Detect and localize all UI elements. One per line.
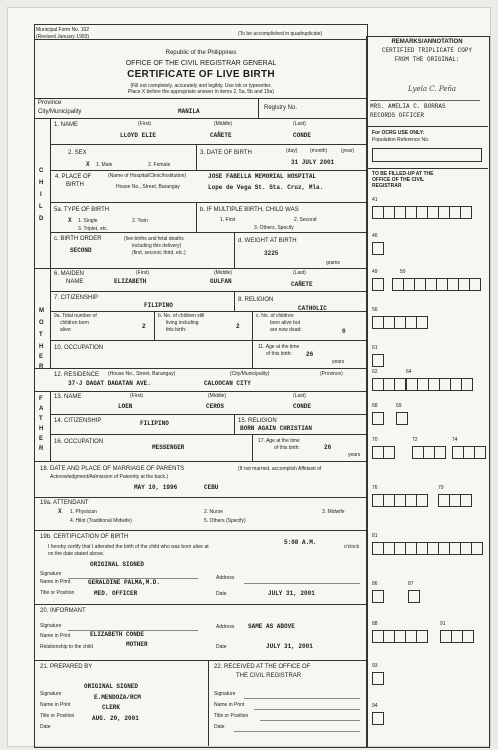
side-father-f: F: [39, 396, 43, 402]
code-56-boxes[interactable]: [372, 316, 427, 329]
code-68-box[interactable]: [372, 412, 384, 425]
code-50-boxes[interactable]: [392, 278, 480, 291]
code-79-boxes[interactable]: [438, 494, 471, 507]
sex-female: 2. Female: [148, 162, 171, 168]
birth-certificate-page: [8, 8, 490, 746]
maiden-name-label: NAME: [66, 279, 84, 285]
father-first-name: LOEN: [118, 403, 133, 410]
side-father-e: E: [39, 436, 44, 442]
side-father-a: A: [39, 406, 44, 412]
code-94-box[interactable]: [372, 712, 384, 725]
side-child-l: L: [39, 204, 43, 210]
prepared-date: AUG. 20, 2001: [92, 715, 139, 722]
code-62: 62: [372, 369, 378, 375]
side-child-i: I: [40, 192, 42, 198]
informant-relationship-label: Relationship to the child: [40, 644, 94, 650]
multiple-label: b. IF MULTIPLE BIRTH, CHILD WAS: [200, 207, 299, 213]
father-religion-label: 15. RELIGION: [238, 418, 277, 424]
code-46-box[interactable]: [372, 242, 384, 255]
certification-text-2: on the date stated above.: [48, 551, 105, 557]
residence-prov-label: (Province): [320, 371, 343, 377]
attendant-others: 5. Others (Specify): [204, 518, 246, 524]
code-76-boxes[interactable]: [372, 494, 427, 507]
informant-name-label: Name in Print: [40, 633, 71, 639]
cert-signature: ORIGINAL SIGNED: [90, 561, 145, 568]
q9c-value: 0: [342, 328, 346, 335]
code-61: 61: [372, 345, 378, 351]
child-middle-name: CAÑETE: [210, 132, 232, 139]
father-age-unit: years: [348, 452, 361, 458]
certification-label: 19b. CERTIFICATION OF BIRTH: [40, 534, 129, 540]
residence-city-value: CALOOCAN CITY: [204, 380, 251, 387]
father-occupation-label: 16. OCCUPATION: [54, 439, 104, 445]
prepared-name: E.MENDOZA/RCM: [94, 694, 141, 701]
q9a-value: 2: [142, 323, 146, 330]
pob-sub-2: House No., Street, Barangay: [116, 184, 180, 190]
office-line: OFFICE OF THE CIVIL REGISTRAR GENERAL: [125, 60, 277, 67]
mother-citizenship-label: 7. CITIZENSHIP: [54, 295, 99, 301]
marriage-date: MAY 10, 1996: [134, 484, 178, 491]
code-56: 56: [372, 307, 378, 313]
child-middle-label: (Middle): [214, 121, 233, 127]
birth-order-sub-2: including this delivery): [132, 243, 182, 249]
q9a-sub-2: alive:: [60, 327, 72, 333]
mother-middle-name: GULFAN: [210, 278, 232, 285]
oclock-label: o'clock: [344, 544, 360, 550]
cert-title-label: Title or Position: [40, 590, 75, 596]
pob-label-2: BIRTH: [66, 182, 84, 188]
child-first-label: (First): [138, 121, 152, 127]
instructions-line-1: (Fill out completely, accurately and legibly. Use ink or typewriter.: [130, 83, 272, 89]
sex-male: 1. Male: [96, 162, 113, 168]
code-70-boxes[interactable]: [372, 446, 394, 459]
code-86: 86: [372, 581, 378, 587]
q9b-value: 2: [236, 323, 240, 330]
city-label: City/Municipality: [38, 109, 82, 115]
q9b-sub-2: this birth:: [166, 327, 187, 333]
pob-address: Lope de Vega St. Sta. Cruz, Mla.: [208, 184, 324, 191]
sex-check: X: [86, 161, 90, 168]
code-88-boxes[interactable]: [372, 630, 427, 643]
code-72-boxes[interactable]: [412, 446, 445, 459]
father-age-label: 17. Age at the time: [258, 438, 300, 444]
residence-sub: (House No., Street, Barangay): [108, 371, 176, 377]
code-86-box[interactable]: [372, 590, 384, 603]
quadruplicate-note: (To be accomplished in quadruplicate): [238, 31, 323, 37]
marriage-label: 18. DATE AND PLACE OF MARRIAGE OF PARENTS: [40, 466, 185, 472]
father-citizenship: FILIPINO: [140, 420, 169, 427]
mother-last-name: CAÑETE: [291, 281, 313, 288]
tobe-line-3: REGISTRAR: [372, 183, 402, 189]
q9b-sub: living including: [166, 320, 199, 326]
code-46: 46: [372, 233, 378, 239]
mother-religion-label: 8. RELIGION: [238, 297, 274, 303]
code-41: 41: [372, 197, 378, 203]
father-middle-name: CEROS: [206, 403, 225, 410]
child-last-name: CONDE: [293, 132, 312, 139]
birth-time: 5:08 A.M.: [284, 539, 317, 546]
type-of-birth-label: 5a. TYPE OF BIRTH: [54, 207, 110, 213]
maiden-label: 6. MAIDEN: [54, 271, 85, 277]
mother-age-label: 11. Age at the time: [258, 344, 300, 350]
mother-first-label: (First): [136, 270, 150, 276]
code-70: 70: [372, 437, 378, 443]
residence-value: 37-J DAGAT DAGATAN AVE.: [68, 380, 151, 387]
attendant-label: 19a. ATTENDANT: [40, 500, 89, 506]
father-citizenship-label: 14. CITIZENSHIP: [54, 418, 102, 424]
received-label-2: THE CIVIL REGISTRAR: [236, 673, 302, 679]
weight-unit: grams: [326, 260, 340, 266]
code-62-boxes[interactable]: [372, 378, 405, 391]
code-49-box[interactable]: [372, 278, 384, 291]
father-religion: BORN AGAIN CHRISTIAN: [240, 425, 313, 432]
cert-title: MED. OFFICER: [94, 590, 138, 597]
informant-date-label: Date: [216, 644, 227, 650]
cert-name: GERALDINE PALMA,M.D.: [88, 579, 161, 586]
prepared-label: 21. PREPARED BY: [40, 664, 93, 670]
mother-occupation-label: 10. OCCUPATION: [54, 345, 104, 351]
dob-year-label: (year): [341, 148, 355, 154]
father-age-sub: of this birth:: [274, 445, 300, 451]
mother-religion: CATHOLIC: [298, 305, 327, 312]
instructions-line-2: Place X before the appropriate answer in items 2, 5a, 5b and 19a): [128, 89, 274, 95]
code-88: 88: [372, 621, 378, 627]
population-reference-box[interactable]: [372, 148, 482, 162]
code-72: 72: [412, 437, 418, 443]
tobe-line-2: OFFICE OF THE CIVIL: [372, 177, 425, 183]
code-74: 74: [452, 437, 458, 443]
form-number: Municipal Form No. 102: [36, 27, 90, 33]
records-officer-title: RECORDS OFFICER: [370, 112, 425, 119]
code-50: 50: [400, 269, 406, 275]
ocrg-title: For OCRG USE ONLY:: [372, 130, 425, 136]
side-mother-m: M: [39, 308, 44, 314]
province-label: Province: [38, 100, 62, 106]
informant-signature-label: Signature: [40, 623, 62, 629]
type-twin: 2. Twin: [132, 218, 148, 224]
cert-address-label: Address: [216, 575, 235, 581]
mother-middle-label: (Middle): [214, 270, 233, 276]
ocrg-sub: Population Reference No.: [372, 137, 430, 143]
mother-age-value: 26: [306, 351, 314, 358]
side-mother-e: E: [39, 354, 44, 360]
father-middle-label: (Middle): [208, 393, 227, 399]
type-single: 1. Single: [78, 218, 98, 224]
birth-order-value: SECOND: [70, 247, 92, 254]
received-date-label: Date: [214, 724, 225, 730]
birth-order-sub: (live births and fetal deaths: [124, 236, 184, 242]
form-revised: (Revised January 1993): [36, 34, 90, 40]
dob-day-label: (day): [286, 148, 298, 154]
marriage-note-2: Acknowledgment/Admission of Paternity at the back.): [50, 474, 169, 480]
code-61-box[interactable]: [372, 354, 384, 367]
father-occupation: MESSENGER: [152, 444, 185, 451]
father-first-label: (First): [130, 393, 144, 399]
attendant-hilot: 4. Hilot (Traditional Midwife): [70, 518, 132, 524]
prepared-title: CLERK: [102, 704, 121, 711]
weight-label: d. WEIGHT AT BIRTH: [238, 238, 297, 244]
registry-label: Registry No.: [264, 105, 298, 111]
dob-month-label: (month): [310, 148, 328, 154]
q9a-label: 9a. Total number of: [54, 313, 97, 319]
code-49: 49: [372, 269, 378, 275]
code-69: 69: [396, 403, 402, 409]
attendant-midwife: 3. Midwife: [322, 509, 345, 515]
cert-date-label: Date: [216, 591, 227, 597]
side-father-h: H: [39, 426, 44, 432]
certificate-title: CERTIFICATE OF LIVE BIRTH: [127, 69, 275, 80]
residence-city-label: (City/Municipality): [230, 371, 270, 377]
remarks-title: REMARKS/ANNOTATION: [391, 39, 463, 45]
birth-order-label: c. BIRTH ORDER: [54, 236, 102, 242]
code-94: 94: [372, 703, 378, 709]
residence-label: 12. RESIDENCE: [54, 372, 100, 378]
attendant-nurse: 2. Nurse: [204, 509, 223, 515]
birth-order-sub-3: (first, second, third, etc.): [132, 250, 186, 256]
informant-date: JULY 31, 2001: [266, 643, 313, 650]
city-value: MANILA: [178, 108, 200, 115]
type-triplet: 3. Triplet, etc.: [78, 226, 109, 232]
pob-sub: (Name of Hospital/Clinic/Institution): [108, 173, 187, 179]
remarks-line-2: FROM THE ORIGINAL:: [394, 56, 460, 63]
father-name-label: 13. NAME: [54, 394, 82, 400]
code-81: 81: [372, 533, 378, 539]
type-check: X: [68, 217, 72, 224]
informant-name: ELIZABETH CONDE: [90, 631, 145, 638]
cert-name-label: Name in Print: [40, 579, 71, 585]
received-name-label: Name in Print: [214, 702, 245, 708]
attendant-check: X: [58, 508, 62, 515]
marriage-note: (If not married, accomplish Affidavit of: [238, 466, 322, 472]
remarks-line-1: CERTIFIED TRIPLICATE COPY: [381, 47, 472, 54]
q9c-sub: born alive but: [270, 320, 301, 326]
weight-value: 3225: [264, 250, 279, 257]
mother-age-sub: of this birth:: [266, 351, 292, 357]
prepared-date-label: Date: [40, 724, 51, 730]
prepared-signature: ORIGINAL SIGNED: [84, 683, 139, 690]
q9c-sub-2: are now dead:: [270, 327, 302, 333]
multiple-others: 3. Others, Specify: [254, 225, 294, 231]
code-87-box[interactable]: [408, 590, 420, 603]
dob-value: 31 JULY 2001: [291, 159, 335, 166]
cert-signature-label: Signature: [40, 571, 62, 577]
received-signature-label: Signature: [214, 691, 236, 697]
code-76: 76: [372, 485, 378, 491]
received-title-label: Title or Position: [214, 713, 249, 719]
certification-text: I hereby certify that I attended the birth of the child who was born alive at: [48, 544, 209, 550]
pob-label: 4. PLACE OF: [55, 174, 92, 180]
child-last-label: (Last): [293, 121, 306, 127]
side-mother-r: R: [39, 364, 44, 370]
father-last-label: (Last): [293, 393, 306, 399]
q9b-label: b. No. of children still: [158, 313, 205, 319]
side-mother-o: O: [39, 320, 44, 326]
father-last-name: CONDE: [293, 403, 312, 410]
pob-hospital: JOSE FABELLA MEMORIAL HOSPITAL: [208, 173, 317, 180]
code-74-boxes[interactable]: [452, 446, 485, 459]
received-label: 22. RECEIVED AT THE OFFICE OF: [214, 664, 311, 670]
code-81-boxes[interactable]: [372, 542, 482, 555]
dob-label: 3. DATE OF BIRTH: [200, 150, 252, 156]
prepared-title-label: Title or Position: [40, 713, 75, 719]
code-87: 87: [408, 581, 414, 587]
side-child-d: D: [39, 216, 44, 222]
child-name-label: 1. NAME: [54, 122, 79, 128]
informant-address-label: Address: [216, 624, 235, 630]
side-child-h: H: [39, 180, 44, 186]
mother-last-label: (Last): [293, 270, 306, 276]
father-age-value: 26: [324, 444, 332, 451]
records-officer-name: MRS. AMELIA C. BORRAS: [370, 103, 446, 110]
republic-line: Republic of the Philippines: [165, 50, 237, 56]
code-91: 91: [440, 621, 446, 627]
code-64: 64: [406, 369, 412, 375]
informant-label: 20. INFORMANT: [40, 608, 86, 614]
q9c-label: c. No. of children: [256, 313, 294, 319]
side-mother-t: T: [39, 332, 43, 338]
code-93: 93: [372, 663, 378, 669]
officer-signature: Lyela C. Peña: [408, 85, 457, 93]
code-64-boxes[interactable]: [406, 378, 472, 391]
code-69-box[interactable]: [396, 412, 408, 425]
multiple-second: 2. Second: [294, 217, 317, 223]
informant-relationship: MOTHER: [126, 641, 148, 648]
code-68: 68: [372, 403, 378, 409]
attendant-physician: 1. Physician: [70, 509, 97, 515]
q9a-sub: children born: [60, 320, 89, 326]
code-41-boxes[interactable]: [372, 206, 471, 219]
side-mother-h: H: [39, 344, 44, 350]
sex-label: 2. SEX: [68, 150, 87, 156]
multiple-first: 1. First: [220, 217, 236, 223]
cert-date: JULY 31, 2001: [268, 590, 315, 597]
tobe-line-1: TO BE FILLED-UP AT THE: [372, 171, 434, 177]
informant-address: SAME AS ABOVE: [248, 623, 295, 630]
prepared-name-label: Name in Print: [40, 702, 71, 708]
side-father-t: T: [39, 416, 43, 422]
side-father-r: R: [39, 446, 44, 452]
code-79: 79: [438, 485, 444, 491]
mother-first-name: ELIZABETH: [114, 278, 147, 285]
mother-age-unit: years: [332, 359, 345, 365]
mother-citizenship: FILIPINO: [144, 302, 173, 309]
code-91-boxes[interactable]: [440, 630, 473, 643]
side-child-c: C: [39, 168, 44, 174]
child-first-name: LLOYD ELIE: [120, 132, 157, 139]
prepared-signature-label: Signature: [40, 691, 62, 697]
code-93-box[interactable]: [372, 672, 384, 685]
marriage-place: CEBU: [204, 484, 219, 491]
